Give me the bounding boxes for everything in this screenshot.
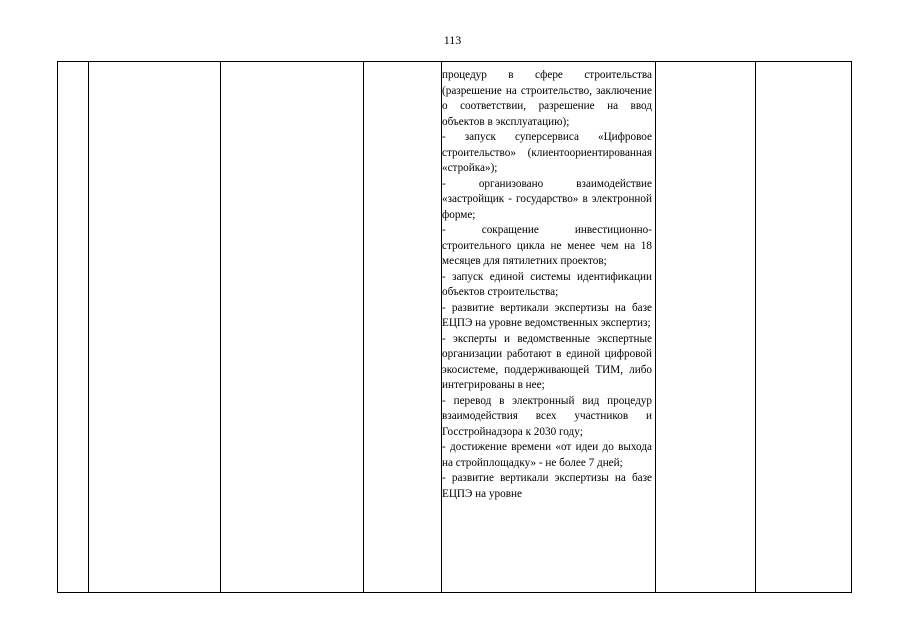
measures-cell [442,68,652,502]
measure-item: - запуск суперсервиса «Цифровое строительство» (клиентоориентированная «стройка»); [442,131,652,174]
page-number: 113 [443,33,462,47]
measure-item: - запуск единой системы идентификации объектов строительства; [442,270,652,298]
column-divider [655,62,656,592]
measure-item: - эксперты и ведомственные экспертные организации работают в единой цифровой экосистеме, поддерживающей ТИМ, либо интегрированы в нее; [442,332,652,391]
measure-item: процедур в сфере строительства (разрешение на строительство, заключение о соответствии, разрешение на ввод объектов в эксплуатацию); [442,69,652,128]
measures-table [57,61,852,593]
measure-item: - перевод в электронный вид процедур взаимодействия всех участников и Госстройнадзора к 2030 году; [442,394,652,438]
column-divider [755,62,756,592]
measure-item: - развитие вертикали экспертизы на базе ЕЦПЭ на уровне ведомственных экспертиз; [442,301,652,329]
column-divider [220,62,221,592]
measure-item: - организовано взаимодействие «застройщик - государство» в электронной форме; [442,177,652,221]
measure-item: - развитие вертикали экспертизы на базе ЕЦПЭ на уровне [442,472,652,500]
column-divider [363,62,364,592]
column-divider [88,62,89,592]
measure-item: - достижение времени «от идеи до выхода на стройплощадку» - не более 7 дней; [442,441,652,469]
measure-item: - сокращение инвестиционно-строительного цикла не менее чем на 18 месяцев для пятилетних проектов; [442,224,652,267]
